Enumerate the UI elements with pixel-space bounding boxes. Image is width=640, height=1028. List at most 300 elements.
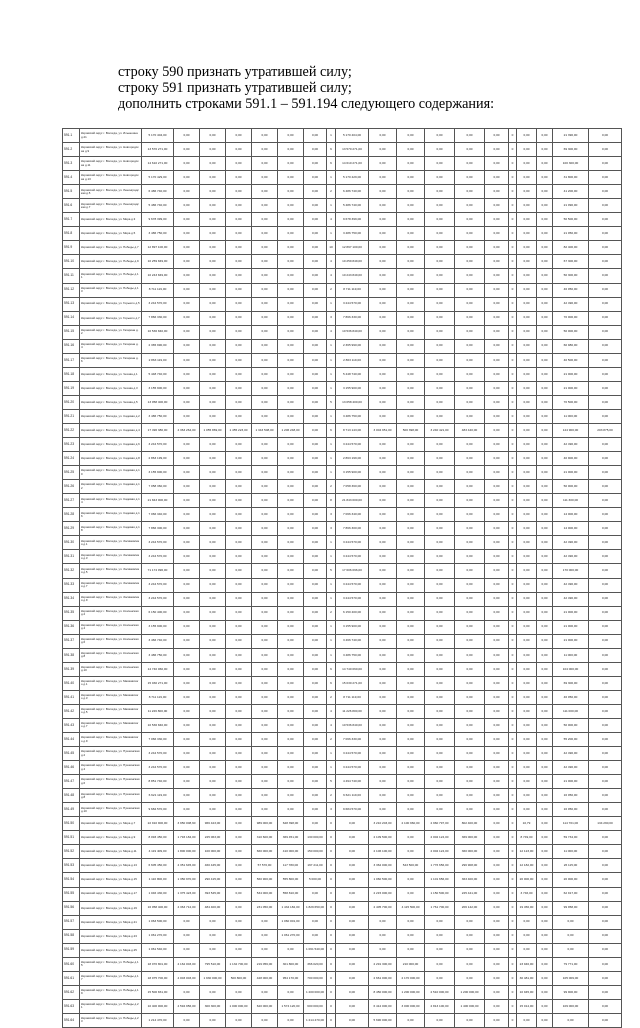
value-cell: 0,00	[278, 311, 304, 325]
value-cell: 0,00	[174, 297, 200, 311]
table-row	[63, 438, 622, 452]
value-cell: 0,00	[200, 367, 226, 381]
value-cell: 0,00	[537, 901, 553, 915]
value-cell: 0,00	[455, 353, 485, 367]
address-cell: Кировский округ г. Вологда, ул. Победы д.17	[80, 971, 142, 985]
value-cell: 0,00	[455, 409, 485, 423]
value-cell: 0	[509, 915, 517, 929]
value-cell: 0,00	[278, 704, 304, 718]
value-cell: 0,00	[336, 859, 369, 873]
value-cell: 21 000,00	[553, 620, 589, 634]
value-cell: 0	[509, 452, 517, 466]
value-cell: 0,00	[537, 494, 553, 508]
value-cell: 0,00	[517, 199, 537, 213]
value-cell: 0,00	[252, 803, 278, 817]
value-cell: 8 450 000,00	[369, 985, 397, 999]
row-number-cell: 591.8	[63, 227, 80, 241]
value-cell: 0,00	[425, 157, 455, 171]
value-cell: 0,00	[226, 676, 252, 690]
value-cell: 3 244 570,00	[142, 747, 174, 761]
address-cell: Кировский округ г. Вологда, ул. Маяковского д.7	[80, 718, 142, 732]
row-number-cell: 591.32	[63, 564, 80, 578]
value-cell: 0	[509, 199, 517, 213]
address-cell: Кировский округ г. Вологда, ул. Садовая д.18	[80, 522, 142, 536]
value-cell: 0,00	[485, 550, 509, 564]
value-cell: 10 243 849,00	[336, 269, 369, 283]
address-cell: Кировский округ г. Вологда, ул. Садовая д.8	[80, 452, 142, 466]
address-cell: Кировский округ г. Вологда, ул. Маяковского д.3	[80, 690, 142, 704]
value-cell: 5 000,00	[304, 873, 327, 887]
value-cell: 5 486 740,00	[142, 199, 174, 213]
value-cell: 0,00	[200, 606, 226, 620]
value-cell: 0,00	[336, 901, 369, 915]
table-row	[63, 241, 622, 255]
value-cell: 0,00	[252, 578, 278, 592]
value-cell: 0,00	[174, 325, 200, 339]
value-cell: 0	[509, 311, 517, 325]
value-cell: 0,00	[369, 157, 397, 171]
value-cell: 1 761 700,00	[425, 901, 455, 915]
value-cell: 0,00	[589, 690, 622, 704]
value-cell: 0,00	[455, 606, 485, 620]
address-cell: Кировский округ г. Вологда, ул. Мира д.3	[80, 213, 142, 227]
value-cell: 0,00	[278, 943, 304, 957]
value-cell: 0,00	[485, 915, 509, 929]
value-cell: 0,00	[485, 213, 509, 227]
value-cell: 3 244 570,00	[336, 592, 369, 606]
value-cell: 0,00	[425, 676, 455, 690]
value-cell: 0,00	[252, 438, 278, 452]
value-cell: 0,00	[252, 213, 278, 227]
value-cell: 2	[327, 185, 336, 199]
value-cell: 0,00	[226, 508, 252, 522]
value-cell: 0,00	[278, 367, 304, 381]
value-cell: 0	[327, 817, 336, 831]
value-cell: 0,00	[589, 943, 622, 957]
value-cell: 0	[509, 283, 517, 297]
table-row	[63, 775, 622, 789]
value-cell: 0,00	[397, 690, 425, 704]
value-cell: 0,00	[537, 508, 553, 522]
value-cell: 0,00	[369, 185, 397, 199]
table-row	[63, 129, 622, 143]
value-cell: 206 142,00	[455, 901, 485, 915]
value-cell: 0,00	[174, 171, 200, 185]
value-cell: 1	[327, 367, 336, 381]
value-cell: 0,00	[537, 971, 553, 985]
value-cell: 0,00	[304, 550, 327, 564]
value-cell: 0,00	[517, 943, 537, 957]
value-cell: 0,00	[200, 761, 226, 775]
row-number-cell: 591.4	[63, 171, 80, 185]
value-cell: 0,00	[589, 550, 622, 564]
value-cell: 0,00	[278, 129, 304, 143]
value-cell: 3 244 570,00	[336, 297, 369, 311]
row-number-cell: 591.30	[63, 536, 80, 550]
row-number-cell: 591.37	[63, 634, 80, 648]
table-row	[63, 452, 622, 466]
value-cell: 0,00	[226, 606, 252, 620]
value-cell: 0,00	[369, 438, 397, 452]
value-cell: 0,00	[369, 606, 397, 620]
value-cell: 0,00	[397, 339, 425, 353]
value-cell: 0,00	[304, 255, 327, 269]
value-cell: 0,00	[517, 157, 537, 171]
value-cell: 0,00	[425, 185, 455, 199]
value-cell: 0,00	[252, 761, 278, 775]
value-cell: 0,00	[226, 395, 252, 409]
value-cell: 0,00	[589, 143, 622, 157]
value-cell: 2 215 000,00	[369, 887, 397, 901]
value-cell: 0,00	[226, 690, 252, 704]
value-cell: 0,00	[517, 775, 537, 789]
value-cell: 0,00	[589, 957, 622, 971]
value-cell: 3 486 750,00	[336, 409, 369, 423]
value-cell: 0,00	[252, 171, 278, 185]
value-cell: 0,00	[537, 409, 553, 423]
value-cell: 0,00	[304, 508, 327, 522]
value-cell: 14 740 060,00	[336, 662, 369, 676]
value-cell: 0,00	[589, 339, 622, 353]
address-cell: Кировский округ г. Вологда, ул. Садовая д.6	[80, 438, 142, 452]
value-cell: 6 621 119,00	[336, 789, 369, 803]
value-cell: 0,00	[485, 901, 509, 915]
value-cell: 0	[509, 578, 517, 592]
value-cell: 0,00	[537, 733, 553, 747]
value-cell: 0,00	[174, 929, 200, 943]
value-cell: 484 400,00	[200, 901, 226, 915]
value-cell: 3 362 000,00	[369, 859, 397, 873]
table-row	[63, 494, 622, 508]
value-cell: 12 182,00	[517, 859, 537, 873]
value-cell: 0,00	[455, 578, 485, 592]
value-cell: 0,00	[455, 213, 485, 227]
value-cell: 0,00	[517, 522, 537, 536]
value-cell: 0,00	[455, 522, 485, 536]
value-cell: 0,00	[397, 409, 425, 423]
value-cell: 1 574 120,00	[278, 999, 304, 1013]
value-cell: 0,00	[485, 929, 509, 943]
value-cell: 14 740 060,00	[142, 662, 174, 676]
value-cell: 0,00	[485, 985, 509, 999]
row-number-cell: 591.52	[63, 845, 80, 859]
value-cell: 3 244 570,00	[142, 536, 174, 550]
value-cell: 0	[509, 999, 517, 1013]
row-number-cell: 591.63	[63, 999, 80, 1013]
value-cell: 0,00	[589, 620, 622, 634]
value-cell: 0,00	[226, 789, 252, 803]
address-cell: Кировский округ г. Вологда, ул. Козленская д.2	[80, 606, 142, 620]
value-cell: 0,00	[397, 634, 425, 648]
value-cell: 0,00	[278, 564, 304, 578]
value-cell: 130 000,00	[304, 831, 327, 845]
value-cell: 0	[509, 901, 517, 915]
value-cell: 4	[327, 704, 336, 718]
value-cell: 3 244 570,00	[336, 438, 369, 452]
value-cell: 0,00	[517, 606, 537, 620]
value-cell: 14 610 271,00	[142, 157, 174, 171]
value-cell: 117 780,00	[278, 859, 304, 873]
value-cell: 0,00	[226, 367, 252, 381]
value-cell: 0,00	[304, 269, 327, 283]
value-cell: 0,00	[200, 143, 226, 157]
value-cell: 0,00	[455, 789, 485, 803]
value-cell: 0,00	[278, 466, 304, 480]
value-cell: 7 866 300,00	[336, 522, 369, 536]
value-cell: 0	[509, 690, 517, 704]
row-number-cell: 591.46	[63, 761, 80, 775]
value-cell: 0,00	[174, 353, 200, 367]
value-cell: 0,00	[455, 466, 485, 480]
value-cell: 4 594 956,00	[174, 999, 200, 1013]
value-cell: 0,00	[226, 129, 252, 143]
value-cell: 0,00	[537, 985, 553, 999]
value-cell: 114 701,00	[553, 817, 589, 831]
row-number-cell: 591.41	[63, 690, 80, 704]
value-cell: 225 063,00	[200, 831, 226, 845]
value-cell: 0,00	[537, 423, 553, 437]
value-cell: 0	[509, 409, 517, 423]
value-cell: 16 050,00	[553, 803, 589, 817]
value-cell: 2 365 990,00	[142, 339, 174, 353]
value-cell: 16 058 400,00	[142, 901, 174, 915]
address-cell: Кировский округ г. Вологда, ул. Победы д.23	[80, 1013, 142, 1027]
value-cell: 0,00	[397, 143, 425, 157]
value-cell: 0,00	[369, 353, 397, 367]
value-cell: 0	[509, 423, 517, 437]
address-cell: Кировский округ г. Вологда, ул. Чехова д.5	[80, 395, 142, 409]
value-cell: 50 300,00	[553, 269, 589, 283]
value-cell: 0,00	[537, 269, 553, 283]
row-number-cell: 591.55	[63, 887, 80, 901]
address-cell: Кировский округ г. Вологда, ул. Садовая д.2	[80, 409, 142, 423]
value-cell: 11 000,00	[553, 409, 589, 423]
value-cell: 0,00	[174, 803, 200, 817]
value-cell: 0,00	[304, 817, 327, 831]
value-cell: 1	[327, 409, 336, 423]
value-cell: 4	[327, 213, 336, 227]
value-cell: 0,00	[455, 718, 485, 732]
address-cell: Кировский округ г. Вологда, ул. Мира д.13	[80, 859, 142, 873]
value-cell: 0,00	[589, 213, 622, 227]
value-cell: 69 300,00	[553, 143, 589, 157]
value-cell: 0,00	[455, 550, 485, 564]
value-cell: 1 200 000,00	[455, 985, 485, 999]
value-cell: 0,00	[455, 395, 485, 409]
value-cell: 0,00	[369, 929, 397, 943]
value-cell: 0,00	[336, 845, 369, 859]
value-cell: 0,00	[589, 648, 622, 662]
value-cell: 0,00	[397, 929, 425, 943]
value-cell: 428 000,00	[252, 971, 278, 985]
value-cell: 42 490,00	[553, 592, 589, 606]
value-cell: 0,00	[589, 901, 622, 915]
value-cell: 0,00	[278, 733, 304, 747]
value-cell: 0,00	[200, 929, 226, 943]
value-cell: 0,00	[425, 775, 455, 789]
value-cell: 3 486 750,00	[336, 227, 369, 241]
value-cell: 0,00	[174, 466, 200, 480]
value-cell: 0,00	[537, 999, 553, 1013]
value-cell: 534 000,00	[252, 887, 278, 901]
value-cell: 0,00	[278, 395, 304, 409]
table-row	[63, 873, 622, 887]
value-cell: 0,00	[200, 395, 226, 409]
value-cell: 3	[327, 803, 336, 817]
value-cell: 7 866 330,00	[142, 311, 174, 325]
value-cell: 3 244 570,00	[142, 592, 174, 606]
value-cell: 0,00	[589, 283, 622, 297]
value-cell: 0,00	[304, 227, 327, 241]
value-cell: 0,00	[485, 353, 509, 367]
value-cell: 0,00	[252, 480, 278, 494]
value-cell: 0	[509, 648, 517, 662]
value-cell: 301 800,00	[278, 957, 304, 971]
value-cell: 0,00	[304, 241, 327, 255]
value-cell: 0,00	[252, 648, 278, 662]
value-cell: 0,00	[485, 690, 509, 704]
value-cell: 0,00	[485, 367, 509, 381]
row-number-cell: 591.50	[63, 817, 80, 831]
value-cell: 0,00	[397, 606, 425, 620]
value-cell: 7 058 360,00	[336, 480, 369, 494]
value-cell: 0,00	[425, 971, 455, 985]
value-cell: 0,00	[278, 690, 304, 704]
value-cell: 0,00	[537, 564, 553, 578]
row-number-cell: 591.45	[63, 747, 80, 761]
value-cell: 0	[509, 971, 517, 985]
table-row	[63, 859, 622, 873]
value-cell: 0,00	[425, 255, 455, 269]
row-number-cell: 591.29	[63, 522, 80, 536]
value-cell: 8	[327, 494, 336, 508]
value-cell: 0,00	[517, 648, 537, 662]
value-cell: 4 119 409,00	[142, 845, 174, 859]
value-cell: 0,00	[252, 915, 278, 929]
value-cell: 0,00	[485, 1013, 509, 1027]
value-cell: 1 343 508,00	[252, 423, 278, 437]
value-cell: 0,00	[485, 971, 509, 985]
value-cell: 0,00	[517, 494, 537, 508]
value-cell: 0,00	[517, 171, 537, 185]
value-cell: 0,00	[537, 480, 553, 494]
row-number-cell: 591.24	[63, 452, 80, 466]
value-cell: 0,00	[485, 297, 509, 311]
intro-line-3: дополнить строками 591.1 – 591.194 следующего содержания:	[118, 96, 495, 112]
value-cell: 12 897 100,00	[142, 241, 174, 255]
value-cell: 0,00	[278, 171, 304, 185]
value-cell: 0,00	[304, 634, 327, 648]
value-cell: 0,00	[425, 325, 455, 339]
value-cell: 0,00	[226, 845, 252, 859]
value-cell: 0,00	[304, 662, 327, 676]
value-cell: 9 678 399,00	[336, 213, 369, 227]
value-cell: 0,00	[425, 297, 455, 311]
value-cell: 0,00	[252, 789, 278, 803]
value-cell: 5 170 429,00	[142, 171, 174, 185]
row-number-cell: 591.62	[63, 985, 80, 999]
value-cell: 0,00	[455, 480, 485, 494]
value-cell: 0,00	[485, 395, 509, 409]
value-cell: 0,00	[589, 494, 622, 508]
value-cell: 0,00	[278, 241, 304, 255]
table-row	[63, 311, 622, 325]
value-cell: 0,00	[369, 241, 397, 255]
value-cell: 0,00	[485, 185, 509, 199]
address-cell: Кировский округ г. Вологда, ул. Победы д.21	[80, 999, 142, 1013]
value-cell: 0,00	[397, 550, 425, 564]
value-cell: 13 058 400,00	[142, 395, 174, 409]
value-cell: 0,00	[200, 747, 226, 761]
value-cell: 0,00	[174, 381, 200, 395]
value-cell: 8 711 119,00	[142, 690, 174, 704]
value-cell: 0,00	[336, 915, 369, 929]
value-cell: 0,00	[425, 241, 455, 255]
value-cell: 0,00	[589, 367, 622, 381]
value-cell: 0,00	[589, 171, 622, 185]
value-cell: 0,00	[517, 213, 537, 227]
table-row	[63, 831, 622, 845]
value-cell: 0,00	[278, 409, 304, 423]
value-cell: 21 090,00	[553, 199, 589, 213]
value-cell: 0,00	[485, 409, 509, 423]
value-cell: 0,00	[589, 480, 622, 494]
value-cell: 46 050,00	[553, 283, 589, 297]
value-cell: 7 866 330,00	[336, 311, 369, 325]
value-cell: 0,00	[226, 817, 252, 831]
value-cell: 0,00	[304, 297, 327, 311]
address-cell: Кировский округ г. Вологда, ул. Садовая д.4	[80, 423, 142, 437]
value-cell: 0,00	[278, 676, 304, 690]
value-cell: 0,00	[485, 494, 509, 508]
value-cell: 369 451,00	[278, 831, 304, 845]
value-cell: 0,00	[589, 564, 622, 578]
value-cell: 0,00	[455, 634, 485, 648]
value-cell: 0,00	[553, 943, 589, 957]
value-cell: 104 000,00	[553, 662, 589, 676]
value-cell: 0,00	[278, 157, 304, 171]
value-cell: 0,00	[455, 915, 485, 929]
address-cell: Кировский округ г. Вологда, ул. Новгородская д.13	[80, 171, 142, 185]
value-cell: 0,00	[174, 985, 200, 999]
address-cell: Кировский округ г. Вологда, ул. Пушкинская д.2	[80, 747, 142, 761]
value-cell: 1 200 000,00	[397, 985, 425, 999]
value-cell: 0,00	[425, 943, 455, 957]
value-cell: 170 000,00	[553, 564, 589, 578]
value-cell: 0,00	[425, 129, 455, 143]
value-cell: 0	[327, 999, 336, 1013]
value-cell: 3 746,00	[517, 887, 537, 901]
value-cell: 0,00	[304, 381, 327, 395]
value-cell: 0,00	[589, 409, 622, 423]
value-cell: 1 776 656,00	[425, 859, 455, 873]
value-cell: 0,00	[425, 789, 455, 803]
value-cell: 0,00	[537, 718, 553, 732]
value-cell: 15 500 831,00	[142, 985, 174, 999]
value-cell: 0,00	[589, 157, 622, 171]
value-cell: 0,00	[252, 662, 278, 676]
value-cell: 1 110 800,00	[142, 873, 174, 887]
value-cell: 620 000,00	[252, 999, 278, 1013]
value-cell: 0,00	[397, 255, 425, 269]
value-cell: 0,00	[589, 592, 622, 606]
value-cell: 0	[509, 129, 517, 143]
value-cell: 0,00	[200, 353, 226, 367]
address-cell: Кировский округ г. Вологда, ул. Зосимовская д.7	[80, 578, 142, 592]
value-cell: 0,00	[485, 452, 509, 466]
value-cell: 0,00	[397, 480, 425, 494]
row-number-cell: 591.35	[63, 606, 80, 620]
